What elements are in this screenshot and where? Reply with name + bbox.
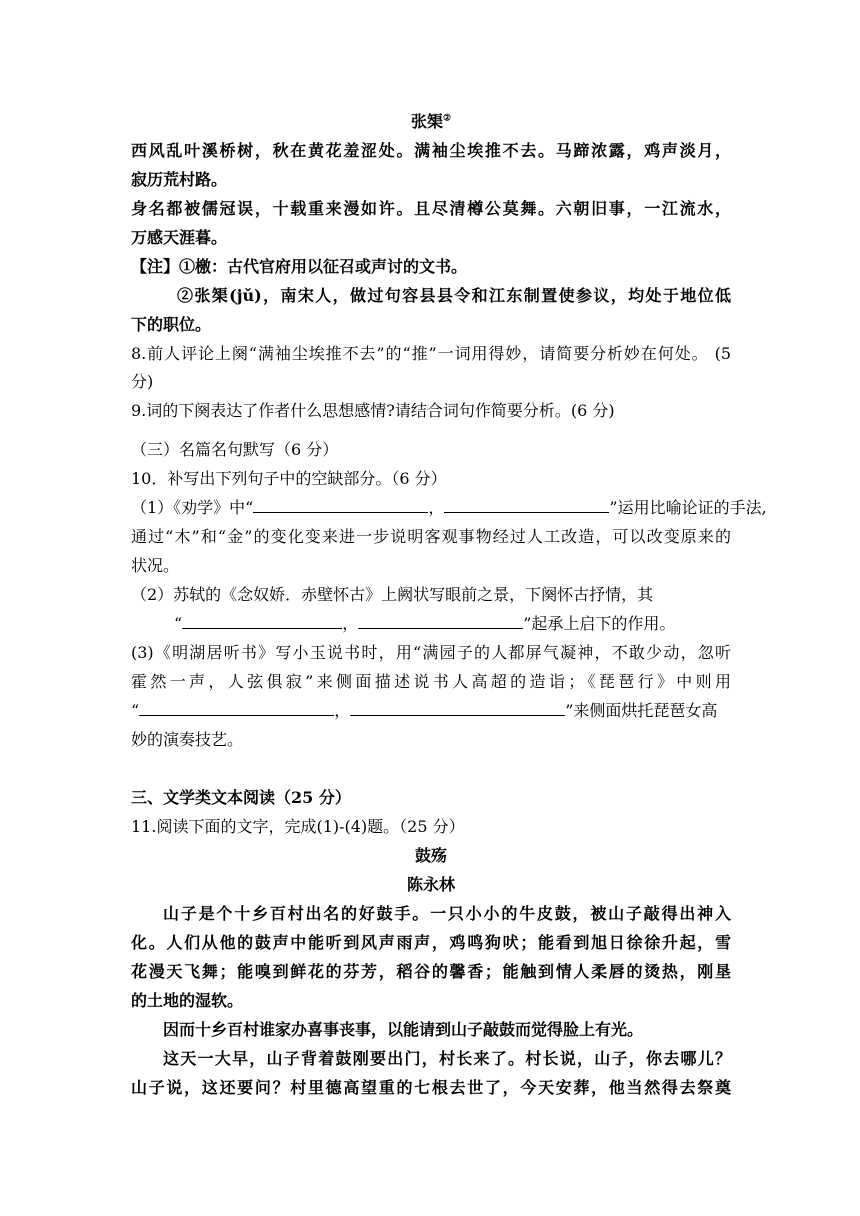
question-10-part-3-cont: 霍然一声，人弦俱寂”来侧面描述说书人高超的造诣；《琵琶行》中则用	[131, 672, 731, 691]
poem-note-2: ②张榘(jǔ)，南宋人，做过句容县县令和江东制置使参议，均处于地位低	[177, 286, 731, 305]
story-paragraph: 山子说，这还要问？村里德高望重的七根去世了，今天安葬，他当然得去祭奠	[131, 1078, 731, 1097]
poem-note-1: 【注】①檄：古代官府用以征召或声讨的文书。	[131, 257, 468, 276]
story-paragraph: 化。人们从他的鼓声中能听到风声雨声，鸡鸣狗吠；能看到旭日徐徐升起，雪	[131, 933, 731, 952]
answer-blank[interactable]	[182, 614, 342, 629]
question-10-part-2: （2）苏轼的《念奴娇．赤壁怀古》上阙状写眼前之景，下阕怀古抒情，其	[131, 585, 654, 604]
part-3-heading: 三、文学类文本阅读（25 分）	[131, 788, 351, 807]
story-paragraph: 因而十乡百村谁家办喜事丧事，以能请到山子敲鼓而觉得脸上有光。	[163, 1020, 644, 1039]
poem-note-2-cont: 下的职位。	[131, 315, 212, 334]
question-9: 9.词的下阕表达了作者什么思想感情?请结合词句作简要分析。(6 分)	[131, 401, 615, 420]
answer-blank[interactable]	[350, 701, 565, 716]
story-paragraph: 山子是个十乡百村出名的好鼓手。一只小小的牛皮鼓，被山子敲得出神入	[163, 904, 731, 923]
question-8: 8.前人评论上阕“满袖尘埃推不去”的“推”一词用得妙，请简要分析妙在何处。 (5	[131, 344, 731, 363]
answer-blank[interactable]	[444, 498, 609, 513]
story-paragraph: 的土地的湿软。	[131, 991, 244, 1010]
section-heading-dictation: （三）名篇名句默写（6 分）	[131, 440, 339, 459]
question-10-part-1-cont: 状况。	[131, 556, 180, 575]
poem-line: 寂历荒村路。	[131, 170, 228, 189]
question-11: 11.阅读下面的文字，完成(1)-(4)题。（25 分）	[131, 817, 465, 836]
story-paragraph: 这天一大早，山子背着鼓刚要出门，村长来了。村长说，山子，你去哪儿？	[163, 1049, 731, 1068]
question-10-part-3-cont: 妙的演奏技艺。	[131, 730, 244, 749]
story-author: 陈永林	[406, 875, 455, 894]
question-10-part-1-cont: 通过“木”和“金”的变化变来进一步说明客观事物经过人工改造，可以改变原来的	[131, 527, 731, 546]
answer-blank[interactable]	[139, 701, 334, 716]
question-8-cont: 分)	[131, 372, 154, 391]
question-10-part-3: (3)《明湖居听书》写小玉说书时，用“满园子的人都屏气凝神，不敢少动，忽听	[131, 643, 731, 662]
question-10-part-2-blanks: “ ， ”起承上启下的作用。	[174, 614, 676, 633]
footnote-marker: ②	[442, 113, 452, 124]
answer-blank[interactable]	[358, 614, 523, 629]
question-10-title: 10．补写出下列句子中的空缺部分。（6 分）	[131, 469, 447, 488]
poem-line: 身名都被儒冠误，十载重来漫如许。且尽清樽公莫舞。六朝旧事，一江流水，	[131, 199, 731, 218]
question-10-part-1: （1）《劝学》中“ ， ”运用比喻论证的手法,	[131, 498, 767, 517]
story-title: 鼓殇	[414, 846, 447, 865]
poem-title: 张榘②	[410, 112, 452, 131]
question-10-part-3-blanks: “ ， ”来侧面烘托琵琶女高	[131, 701, 718, 720]
answer-blank[interactable]	[253, 498, 428, 513]
poem-line: 万感天涯暮。	[131, 228, 228, 247]
story-paragraph: 花漫天飞舞；能嗅到鲜花的芬芳，稻谷的馨香；能触到情人柔唇的烫热，刚垦	[131, 962, 731, 981]
poem-line: 西风乱叶溪桥树，秋在黄花羞涩处。满袖尘埃推不去。马蹄浓露，鸡声淡月，	[131, 141, 731, 160]
